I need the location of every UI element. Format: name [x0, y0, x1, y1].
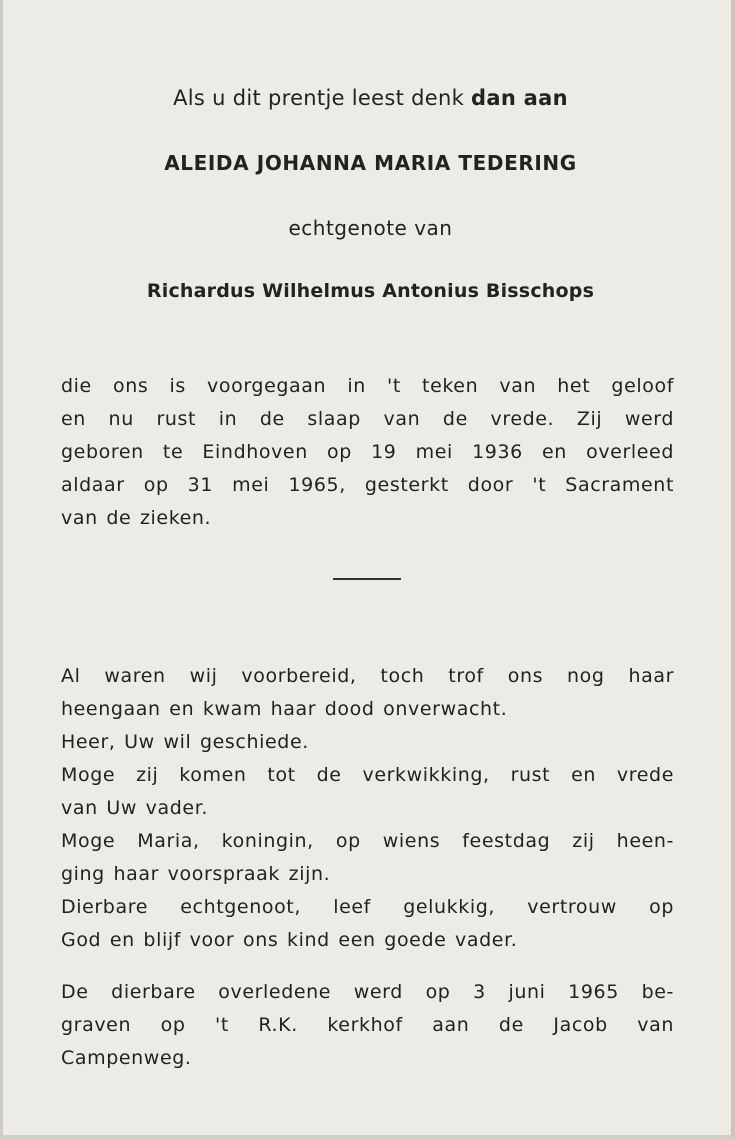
prayer-paragraph [61, 660, 674, 957]
paragraph-line: Heer, Uw wil geschiede. [61, 731, 309, 753]
paragraph-line: van de zieken. [61, 507, 212, 529]
paragraph-line: heengaan en kwam haar dood onverwacht. [61, 698, 508, 720]
paragraph-line: en nu rust in de slaap van de vrede. Zij werd [61, 408, 674, 430]
paragraph-line: Moge Maria, koningin, op wiens feestdag zij heen- [61, 830, 674, 852]
paragraph-line: De dierbare overledene werd op 3 juni 1965 be- [61, 981, 674, 1003]
paragraph-line: van Uw vader. [61, 797, 208, 819]
paragraph-line: graven op 't R.K. kerkhof aan de Jacob van [61, 1014, 674, 1036]
paragraph-line: geboren te Eindhoven op 19 mei 1936 en overleed [61, 441, 674, 463]
divider-line [333, 578, 401, 580]
paragraph-line: aldaar op 31 mei 1965, gesterkt door 't Sacrament [61, 474, 674, 496]
spouse-name: Richardus Wilhelmus Antonius Bisschops [146, 280, 595, 302]
paragraph-line: Moge zij komen tot de verkwikking, rust en vrede [61, 764, 674, 786]
intro-bold-text: dan aan [471, 86, 568, 110]
spouse-label: echtgenote van [288, 216, 453, 240]
paragraph-line: ging haar voorspraak zijn. [61, 863, 331, 885]
paragraph-line: Campenweg. [61, 1047, 192, 1069]
paragraph-line: Al waren wij voorbereid, toch trof ons nog haar [61, 665, 674, 687]
intro-line [3, 86, 735, 110]
biography-paragraph [61, 370, 674, 535]
paragraph-line: God en blijf voor ons kind een goede vader. [61, 929, 518, 951]
paragraph-line: Dierbare echtgenoot, leef gelukkig, vertrouw op [61, 896, 674, 918]
intro-text: Als u dit prentje leest denk [173, 86, 465, 110]
paragraph-line: die ons is voorgegaan in 't teken van het geloof [61, 375, 674, 397]
burial-paragraph [61, 976, 674, 1075]
deceased-name: ALEIDA JOHANNA MARIA TEDERING [164, 151, 577, 175]
